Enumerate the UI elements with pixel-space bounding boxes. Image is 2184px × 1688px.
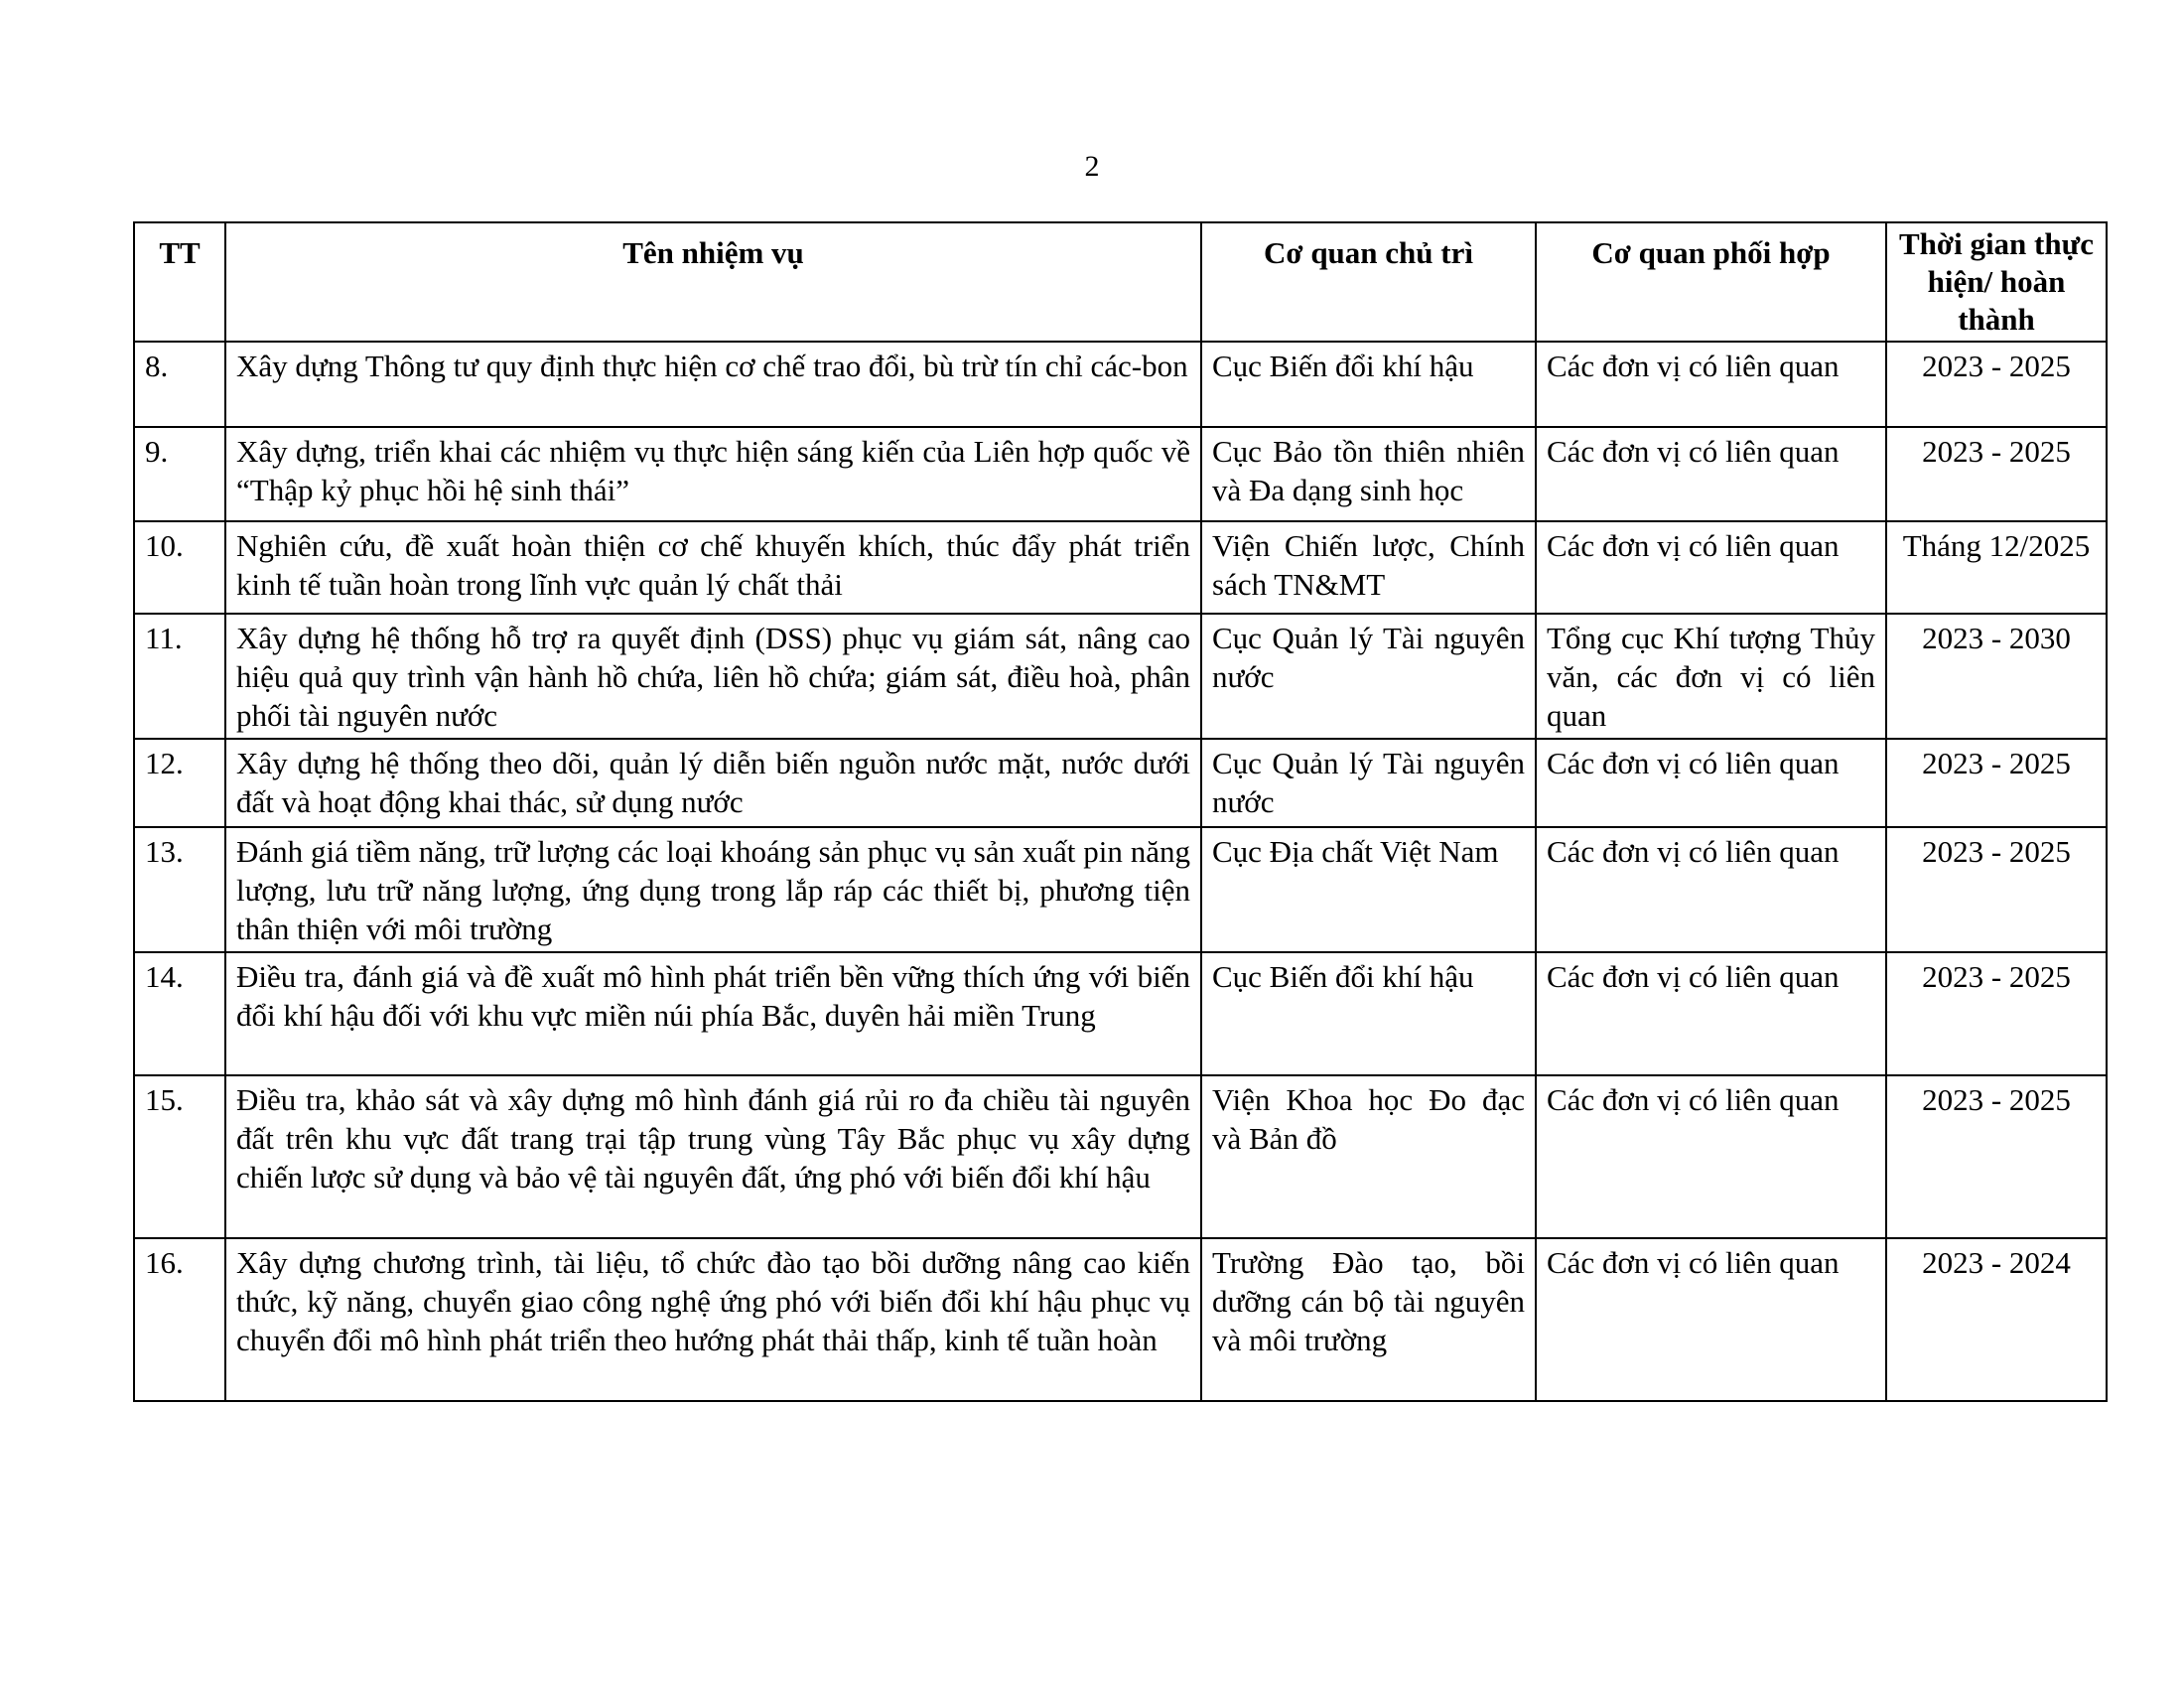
timeframe: 2023 - 2025: [1886, 739, 2107, 827]
header-host-agency: Cơ quan chủ trì: [1201, 222, 1536, 342]
coop-agency: Các đơn vị có liên quan: [1536, 952, 1886, 1075]
row-number: 8.: [134, 342, 225, 427]
table-row: [134, 1238, 2107, 1401]
coop-agency: Tổng cục Khí tượng Thủy văn, các đơn vị có liên quan: [1536, 614, 1886, 739]
row-number: 15.: [134, 1075, 225, 1238]
host-agency: Cục Quản lý Tài nguyên nước: [1201, 739, 1536, 827]
task-name: Xây dựng hệ thống theo dõi, quản lý diễn biến nguồn nước mặt, nước dưới đất và hoạt động khai thác, sử dụng nước: [225, 739, 1201, 827]
table-header-row: [134, 222, 2107, 342]
host-agency: Viện Khoa học Đo đạc và Bản đồ: [1201, 1075, 1536, 1238]
task-table: [133, 221, 2108, 1402]
timeframe: 2023 - 2025: [1886, 1075, 2107, 1238]
host-agency: Trường Đào tạo, bồi dưỡng cán bộ tài nguyên và môi trường: [1201, 1238, 1536, 1401]
task-name: Điều tra, đánh giá và đề xuất mô hình phát triển bền vững thích ứng với biến đổi khí hậu đối với khu vực miền núi phía Bắc, duyên hải miền Trung: [225, 952, 1201, 1075]
table-row: [134, 952, 2107, 1075]
host-agency: Cục Biến đổi khí hậu: [1201, 952, 1536, 1075]
row-number: 14.: [134, 952, 225, 1075]
row-number: 13.: [134, 827, 225, 952]
task-name: Điều tra, khảo sát và xây dựng mô hình đánh giá rủi ro đa chiều tài nguyên đất trên khu vực đất trang trại tập trung vùng Tây Bắc phục vụ xây dựng chiến lược sử dụng và bảo vệ tài nguyên đất, ứng phó với biến đổi khí hậu: [225, 1075, 1201, 1238]
host-agency: Cục Địa chất Việt Nam: [1201, 827, 1536, 952]
coop-agency: Các đơn vị có liên quan: [1536, 827, 1886, 952]
timeframe: 2023 - 2025: [1886, 952, 2107, 1075]
timeframe: Tháng 12/2025: [1886, 521, 2107, 614]
timeframe: 2023 - 2025: [1886, 342, 2107, 427]
header-timeframe: Thời gian thực hiện/ hoàn thành: [1886, 222, 2107, 342]
coop-agency: Các đơn vị có liên quan: [1536, 521, 1886, 614]
table-row: [134, 1075, 2107, 1238]
table-row: [134, 827, 2107, 952]
table-row: [134, 521, 2107, 614]
header-tt: TT: [134, 222, 225, 342]
timeframe: 2023 - 2025: [1886, 827, 2107, 952]
row-number: 11.: [134, 614, 225, 739]
host-agency: Viện Chiến lược, Chính sách TN&MT: [1201, 521, 1536, 614]
timeframe: 2023 - 2024: [1886, 1238, 2107, 1401]
table-row: [134, 342, 2107, 427]
table-row: [134, 739, 2107, 827]
task-name: Xây dựng, triển khai các nhiệm vụ thực hiện sáng kiến của Liên hợp quốc về “Thập kỷ phục hồi hệ sinh thái”: [225, 427, 1201, 521]
task-name: Xây dựng Thông tư quy định thực hiện cơ chế trao đổi, bù trừ tín chỉ các-bon: [225, 342, 1201, 427]
timeframe: 2023 - 2030: [1886, 614, 2107, 739]
host-agency: Cục Bảo tồn thiên nhiên và Đa dạng sinh học: [1201, 427, 1536, 521]
task-name: Đánh giá tiềm năng, trữ lượng các loại khoáng sản phục vụ sản xuất pin năng lượng, lưu trữ năng lượng, ứng dụng trong lắp ráp các thiết bị, phương tiện thân thiện với môi trường: [225, 827, 1201, 952]
coop-agency: Các đơn vị có liên quan: [1536, 1075, 1886, 1238]
task-name: Xây dựng chương trình, tài liệu, tổ chức đào tạo bồi dưỡng nâng cao kiến thức, kỹ năng, chuyển giao công nghệ ứng phó với biến đổi khí hậu phục vụ chuyển đổi mô hình phát triển theo hướng phát thải thấp, kinh tế tuần hoàn: [225, 1238, 1201, 1401]
coop-agency: Các đơn vị có liên quan: [1536, 1238, 1886, 1401]
row-number: 9.: [134, 427, 225, 521]
coop-agency: Các đơn vị có liên quan: [1536, 342, 1886, 427]
host-agency: Cục Quản lý Tài nguyên nước: [1201, 614, 1536, 739]
coop-agency: Các đơn vị có liên quan: [1536, 739, 1886, 827]
header-coop-agency: Cơ quan phối hợp: [1536, 222, 1886, 342]
task-name: Nghiên cứu, đề xuất hoàn thiện cơ chế khuyến khích, thúc đẩy phát triển kinh tế tuần hoàn trong lĩnh vực quản lý chất thải: [225, 521, 1201, 614]
row-number: 10.: [134, 521, 225, 614]
table-row: [134, 427, 2107, 521]
row-number: 12.: [134, 739, 225, 827]
page-number: 2: [1084, 150, 1100, 183]
timeframe: 2023 - 2025: [1886, 427, 2107, 521]
row-number: 16.: [134, 1238, 225, 1401]
header-task-name: Tên nhiệm vụ: [225, 222, 1201, 342]
host-agency: Cục Biến đổi khí hậu: [1201, 342, 1536, 427]
coop-agency: Các đơn vị có liên quan: [1536, 427, 1886, 521]
table-row: [134, 614, 2107, 739]
task-name: Xây dựng hệ thống hỗ trợ ra quyết định (DSS) phục vụ giám sát, nâng cao hiệu quả quy trình vận hành hồ chứa, liên hồ chứa; giám sát, điều hoà, phân phối tài nguyên nước: [225, 614, 1201, 739]
